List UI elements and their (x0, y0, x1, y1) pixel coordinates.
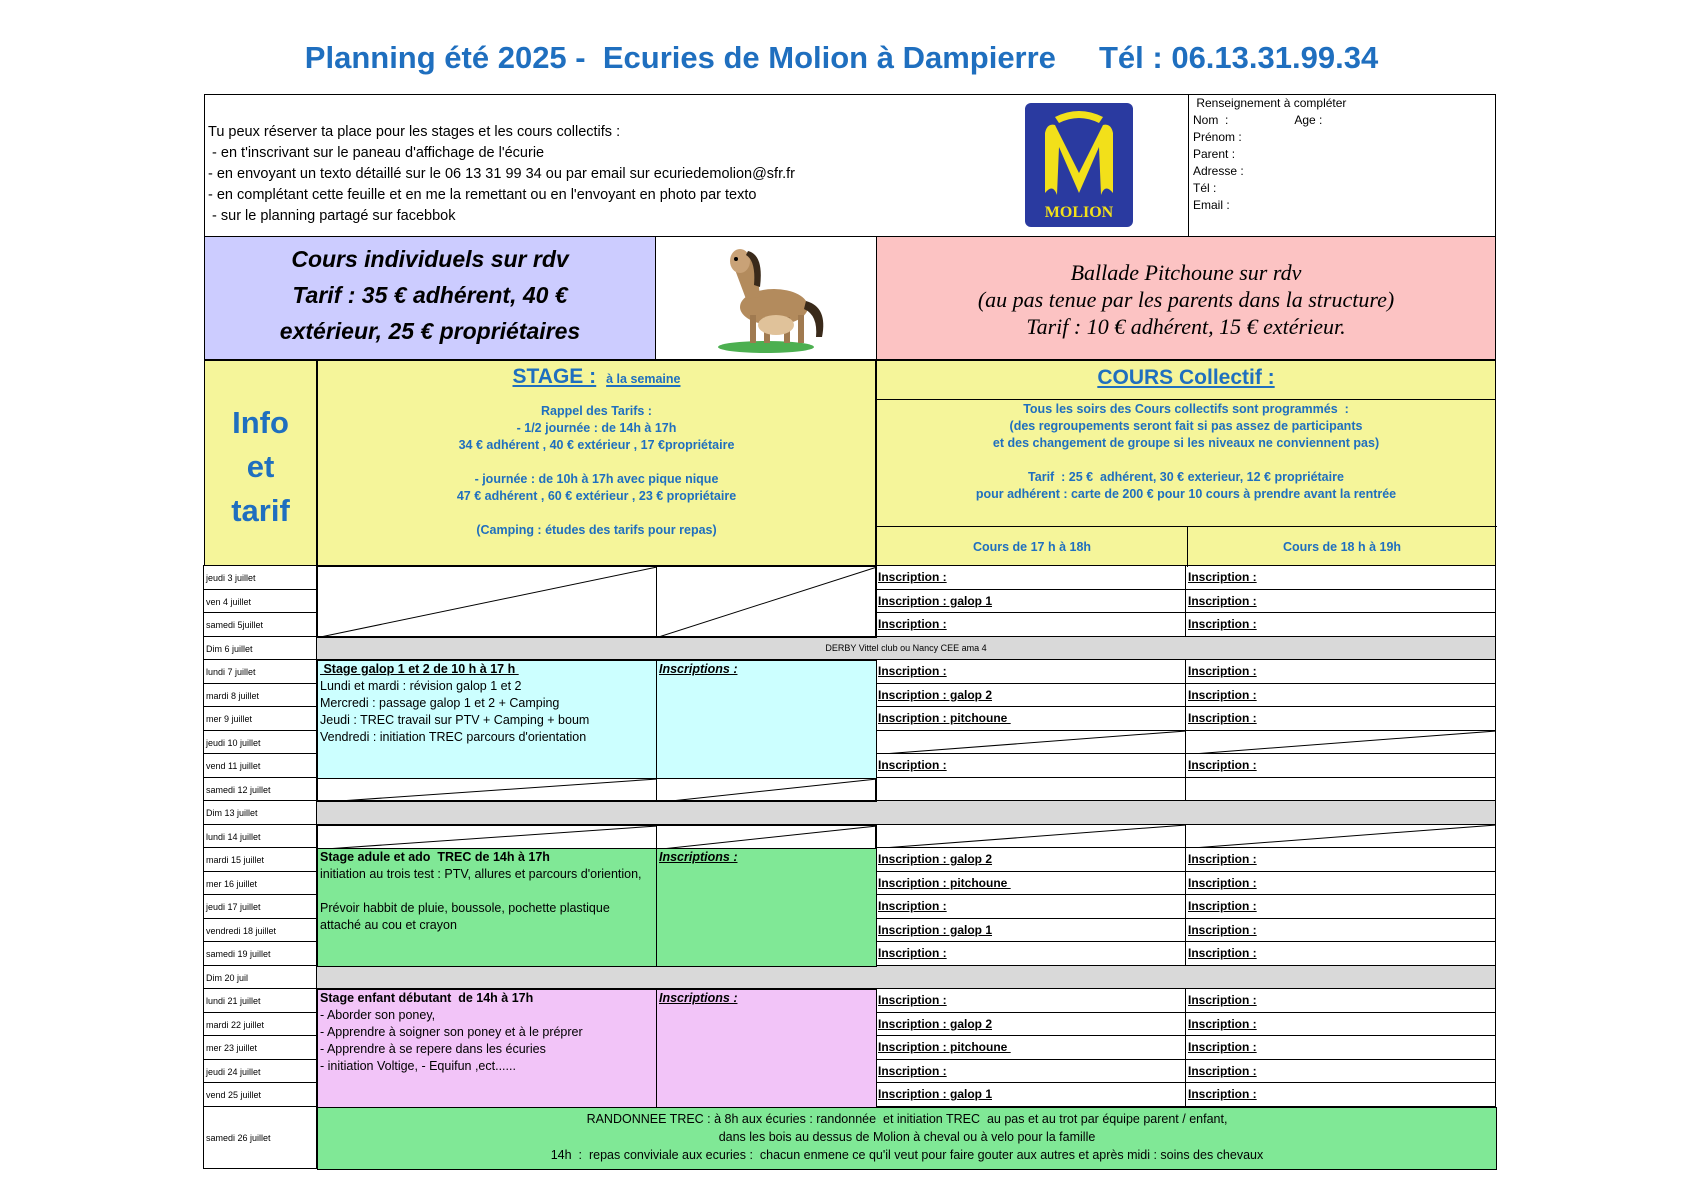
date-cell: Dim 13 juillet (203, 800, 317, 825)
course-18h-cell[interactable]: Inscription : (1185, 1059, 1496, 1084)
course-17h-cell[interactable]: Inscription : (875, 988, 1186, 1013)
page-title: Planning été 2025 - Ecuries de Molion à Dampierre Tél : 06.13.31.99.34 (304, 40, 1379, 75)
date-cell: jeudi 3 juillet (203, 565, 317, 590)
cours-col2-header: Cours de 18 h à 19h (1187, 526, 1497, 567)
stage-block-body: - Aborder son poney, - Apprendre à soigner son poney et à le préprer - Apprendre à se repere dans les écuries - initiation Voltige, - Equifun ,ect...... (320, 1008, 583, 1073)
date-cell: mardi 22 juillet (203, 1012, 317, 1037)
stage-galop-block (317, 660, 657, 779)
pitchoune-ride-box (876, 236, 1496, 360)
empty-stage-cell (656, 566, 877, 638)
date-cell: lundi 14 juillet (203, 824, 317, 849)
date-cell: jeudi 17 juillet (203, 894, 317, 919)
date-cell: samedi 19 juillet (203, 941, 317, 966)
ride-line1: Ballade Pitchoune sur rdv (1070, 260, 1302, 285)
logo-text: MOLION (1044, 204, 1114, 221)
stage-inscriptions-cell[interactable] (656, 989, 877, 1108)
course-17h-cell[interactable]: Inscription : pitchoune (875, 1035, 1186, 1060)
horse-icon (656, 237, 876, 359)
info-line3: tarif (231, 493, 290, 528)
inscriptions-label: Inscriptions : (659, 662, 738, 676)
schedule-row (204, 801, 1496, 825)
date-cell: lundi 7 juillet (203, 659, 317, 684)
form-tel[interactable]: Tél : (1193, 181, 1217, 195)
course-18h-cell[interactable] (1185, 730, 1496, 755)
form-adresse[interactable]: Adresse : (1193, 164, 1244, 178)
course-18h-cell[interactable]: Inscription : (1185, 612, 1496, 637)
empty-stage-cell (656, 825, 877, 850)
date-cell: ven 4 juillet (203, 589, 317, 614)
strike-diagonal (318, 779, 656, 802)
gray-separator (316, 800, 1496, 825)
strike-diagonal (657, 826, 876, 849)
course-17h-cell[interactable]: Inscription : galop 1 (875, 1082, 1186, 1107)
course-18h-cell[interactable]: Inscription : (1185, 871, 1496, 896)
strike-diagonal (657, 779, 876, 802)
course-17h-cell[interactable]: Inscription : (875, 659, 1186, 684)
course-18h-cell[interactable] (1185, 824, 1496, 849)
cours-info: Tous les soirs des Cours collectifs sont programmés : (des regroupements seront fait si pas assez de participants et des changement de groupe si les niveaux ne conviennent pas) Tarif : 25 € adhérent, 30 € exterieur, 12 € propriétaire pour adhérent : carte de 200 € pour 10 cours à prendre avant la rentrée (975, 402, 1397, 501)
individual-line3: extérieur, 25 € propriétaires (279, 318, 581, 344)
ride-line3: Tarif : 10 € adhérent, 15 € extérieur. (1026, 314, 1346, 339)
cours-title: COURS Collectif : (877, 361, 1495, 400)
date-cell: samedi 26 juillet (203, 1106, 317, 1169)
empty-stage-cell (317, 778, 657, 803)
course-18h-cell[interactable]: Inscription : (1185, 659, 1496, 684)
form-title: Renseignement à compléter (1193, 96, 1347, 110)
intro-box (204, 94, 1496, 237)
course-17h-cell[interactable] (875, 730, 1186, 755)
course-17h-cell[interactable]: Inscription : galop 2 (875, 1012, 1186, 1037)
date-cell: mardi 8 juillet (203, 683, 317, 708)
stage-trec-block (317, 848, 657, 967)
strike-diagonal (1186, 825, 1495, 848)
cours-col1-header: Cours de 17 h à 18h (877, 526, 1188, 567)
form-prenom[interactable]: Prénom : (1193, 130, 1242, 144)
course-17h-cell[interactable]: Inscription : (875, 753, 1186, 778)
course-18h-cell[interactable]: Inscription : (1185, 988, 1496, 1013)
date-cell: vend 25 juillet (203, 1082, 317, 1107)
stage-info-box (317, 360, 876, 566)
course-17h-cell[interactable]: Inscription : (875, 565, 1186, 590)
gray-separator (316, 965, 1496, 990)
form-parent[interactable]: Parent : (1193, 147, 1236, 161)
course-17h-cell[interactable] (875, 824, 1186, 849)
inscriptions-label: Inscriptions : (659, 991, 738, 1005)
course-17h-cell[interactable]: Inscription : (875, 1059, 1186, 1084)
form-email[interactable]: Email : (1193, 198, 1230, 212)
gray-separator (316, 636, 1496, 661)
course-18h-cell[interactable]: Inscription : (1185, 753, 1496, 778)
date-cell: lundi 21 juillet (203, 988, 317, 1013)
date-cell: samedi 12 juillet (203, 777, 317, 802)
course-18h-cell[interactable]: Inscription : (1185, 1012, 1496, 1037)
stage-block-body: Lundi et mardi : révision galop 1 et 2 Mercredi : passage galop 1 et 2 + Camping Jeudi : TREC travail sur PTV + Camping + boum Vendredi : initiation TREC parcours d'orientation (320, 679, 590, 744)
date-cell: jeudi 10 juillet (203, 730, 317, 755)
stage-subtitle: à la semaine (606, 372, 681, 386)
course-18h-cell[interactable]: Inscription : (1185, 894, 1496, 919)
stage-block-title: Stage galop 1 et 2 de 10 h à 17 h (320, 662, 519, 676)
course-17h-cell[interactable]: Inscription : (875, 612, 1186, 637)
date-cell: jeudi 24 juillet (203, 1059, 317, 1084)
course-18h-cell[interactable]: Inscription : (1185, 918, 1496, 943)
course-18h-cell[interactable]: Inscription : (1185, 706, 1496, 731)
empty-stage-cell (317, 825, 657, 850)
course-18h-cell[interactable]: Inscription : (1185, 1082, 1496, 1107)
inscriptions-label: Inscriptions : (659, 850, 738, 864)
stage-inscriptions-cell[interactable] (656, 848, 877, 967)
course-18h-cell[interactable]: Inscription : (1185, 565, 1496, 590)
contact-form (1188, 94, 1498, 237)
molion-logo (1025, 103, 1133, 227)
rando-trec-block: RANDONNEE TREC : à 8h aux écuries : randonnée et initiation TREC au pas et au trot par équipe parent / enfant, dans les bois au dessus de Molion à cheval ou à velo pour la famille 14h : repas conviviale aux ecuries : chacun enmene ce qu'il veut pour faire gouter aux autres et après midi : soins des chevaux (317, 1107, 1497, 1170)
derby-note: DERBY Vittel club ou Nancy CEE ama 4 (825, 642, 987, 653)
individual-courses-box (204, 236, 656, 360)
ride-line2: (au pas tenue par les parents dans la structure) (977, 287, 1395, 312)
date-cell: mer 23 juillet (203, 1035, 317, 1060)
course-18h-cell[interactable]: Inscription : (1185, 589, 1496, 614)
course-17h-cell[interactable]: Inscription : pitchoune (875, 871, 1186, 896)
form-nom[interactable]: Nom : Age : (1193, 113, 1323, 127)
schedule-row (204, 637, 1496, 661)
info-line1: Info (232, 405, 289, 440)
course-17h-cell[interactable]: Inscription : galop 1 (875, 589, 1186, 614)
course-17h-cell[interactable]: Inscription : galop 2 (875, 683, 1186, 708)
course-17h-cell[interactable]: Inscription : pitchoune (875, 706, 1186, 731)
date-cell: vend 11 juillet (203, 753, 317, 778)
date-cell: Dim 20 juil (203, 965, 317, 990)
info-line2: et (246, 449, 275, 484)
strike-diagonal (318, 567, 656, 637)
stage-enfant-block (317, 989, 657, 1108)
individual-line1: Cours individuels sur rdv (291, 246, 569, 272)
schedule-row (204, 966, 1496, 990)
strike-diagonal (876, 731, 1185, 754)
course-17h-cell[interactable] (875, 777, 1186, 802)
stage-title: STAGE : (512, 365, 597, 388)
date-cell: Dim 6 juillet (203, 636, 317, 661)
course-17h-cell[interactable]: Inscription : galop 2 (875, 847, 1186, 872)
stage-tarifs: Rappel des Tarifs : - 1/2 journée : de 14h à 17h 34 € adhérent , 40 € extérieur , 17 €propriétaire - journée : de 10h à 17h avec pique nique 47 € adhérent , 60 € extérieur , 23 € propriétaire (Camping : études des tarifs pour repas) (456, 404, 737, 537)
strike-diagonal (876, 825, 1185, 848)
individual-line2: Tarif : 35 € adhérent, 40 € (292, 282, 568, 308)
date-cell: samedi 5juillet (203, 612, 317, 637)
date-cell: vendredi 18 juillet (203, 918, 317, 943)
info-tarif-box (204, 360, 317, 566)
date-cell: mardi 15 juillet (203, 847, 317, 872)
empty-stage-cell (317, 566, 657, 638)
stage-inscriptions-cell[interactable] (656, 660, 877, 779)
course-18h-cell[interactable]: Inscription : (1185, 941, 1496, 966)
course-17h-cell[interactable]: Inscription : (875, 894, 1186, 919)
course-17h-cell[interactable]: Inscription : galop 1 (875, 918, 1186, 943)
course-18h-cell[interactable]: Inscription : (1185, 847, 1496, 872)
strike-diagonal (657, 567, 876, 637)
empty-stage-cell (656, 778, 877, 803)
intro-text: Tu peux réserver ta place pour les stages et les cours collectifs : - en t'inscrivant sur le paneau d'affichage de l'écurie - en envoyant un texto détaillé sur le 06 13 31 99 34 ou par email sur ecuriedemolion@sfr.fr - en complétant cette feuille et en me la remettant ou en l'envoyant en photo par texto - sur le planning partagé sur facebbok (208, 124, 796, 224)
course-17h-cell[interactable]: Inscription : (875, 941, 1186, 966)
stage-block-title: Stage adule et ado TREC de 14h à 17h (320, 850, 550, 864)
date-cell: mer 16 juillet (203, 871, 317, 896)
horse-illustration (656, 236, 876, 360)
stage-block-title: Stage enfant débutant de 14h à 17h (320, 991, 534, 1005)
course-18h-cell[interactable]: Inscription : (1185, 683, 1496, 708)
date-cell: mer 9 juillet (203, 706, 317, 731)
course-18h-cell[interactable] (1185, 777, 1496, 802)
cours-collectif-box (876, 360, 1496, 566)
strike-diagonal (318, 826, 656, 849)
course-18h-cell[interactable]: Inscription : (1185, 1035, 1496, 1060)
strike-diagonal (1186, 731, 1495, 754)
stage-block-body: initiation au trois test : PTV, allures et parcours d'oriention, Prévoir habbit de pluie, boussole, pochette plastique attaché au cou et crayon (320, 867, 642, 932)
